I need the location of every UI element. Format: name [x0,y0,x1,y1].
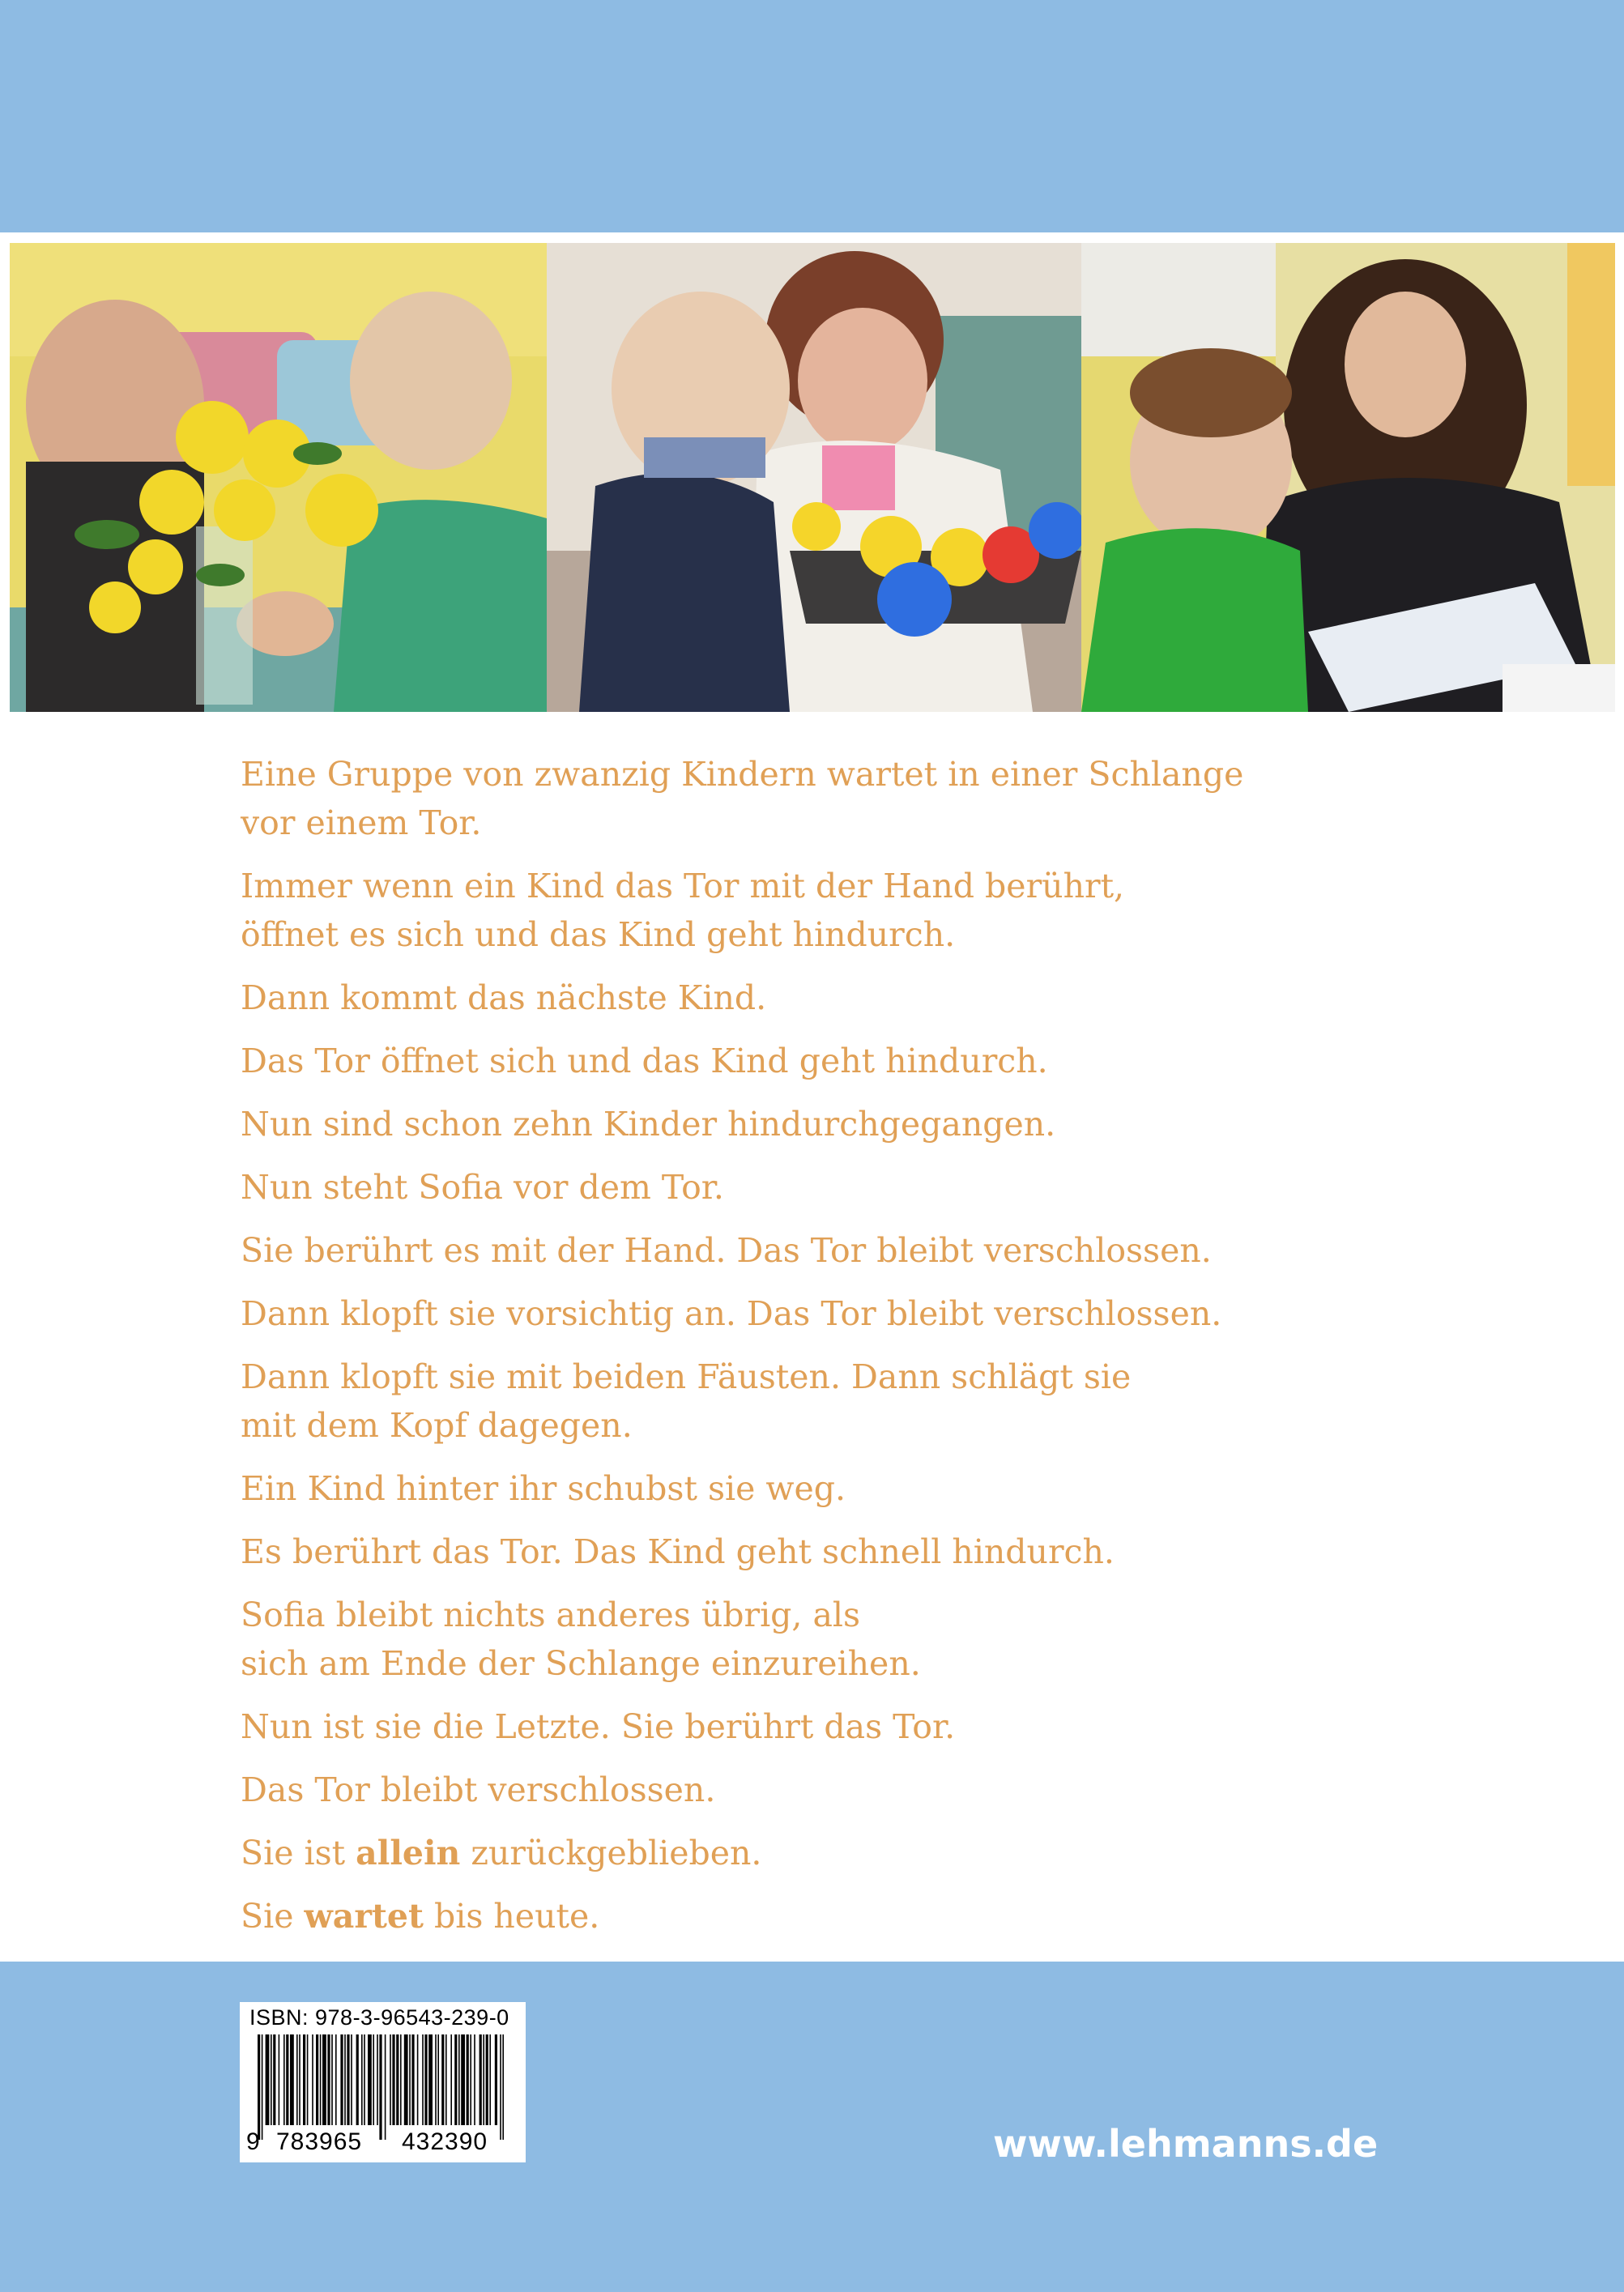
barcode-digits-left: 783965 [276,2128,363,2155]
barcode-bar [322,2034,326,2125]
barcode-bar [283,2034,285,2125]
barcode-bar [500,2034,501,2140]
barcode-bar [379,2034,381,2140]
barcode-bar [400,2034,402,2125]
photo-strip [10,243,1615,712]
story-paragraph: Das Tor bleibt verschlossen. [241,1770,716,1809]
barcode-bar [409,2034,411,2125]
barcode-bar [273,2034,275,2125]
story-paragraph: Es berührt das Tor. Das Kind geht schnell hindurch. [241,1532,1115,1571]
barcode-bar [320,2034,322,2125]
story-paragraph: Nun steht Sofia vor dem Tor. [241,1168,724,1207]
story-paragraph: Dann klopft sie vorsichtig an. Das Tor bleibt verschlossen. [241,1294,1222,1333]
barcode-bar [396,2034,399,2125]
barcode-bar [316,2034,318,2125]
story-paragraph: Eine Gruppe von zwanzig Kindern wartet in einer Schlange vor einem Tor. [241,755,1244,842]
barcode-bar [495,2034,497,2125]
barcode-bar [307,2034,309,2125]
barcode-bar [390,2034,391,2125]
barcode-bar [351,2034,352,2125]
photo-roses-woman-child [10,243,547,712]
story-paragraph: Dann kommt das nächste Kind. [241,978,767,1017]
barcode-bar [483,2034,484,2125]
isbn-label: ISBN: 978-3-96543-239-0 [249,2005,509,2030]
story-text [241,750,1537,1955]
barcode-bar [428,2034,433,2125]
barcode-bar [474,2034,475,2125]
barcode-bar [417,2034,419,2125]
website-url: www.lehmanns.de [993,2122,1379,2166]
barcode-bars [258,2034,509,2140]
barcode-bar [290,2034,294,2125]
barcode-bar [335,2034,337,2125]
barcode-bar [361,2034,363,2125]
story-paragraph: Immer wenn ein Kind das Tor mit der Hand berührt, öffnet es sich und das Kind geht hindurch. [241,867,1125,954]
barcode-bar [368,2034,372,2125]
story-paragraph-allein: Sie ist allein zurückgeblieben. [241,1834,762,1872]
barcode-bar [262,2034,263,2140]
barcode-bar [437,2034,439,2125]
story-paragraph-wartet: Sie wartet bis heute. [241,1897,600,1936]
barcode-bar [271,2034,272,2125]
barcode-bar [373,2034,374,2125]
story-paragraph: Das Tor öffnet sich und das Kind geht hindurch. [241,1042,1048,1080]
barcode-bar [327,2034,330,2125]
barcode-bar [299,2034,301,2125]
barcode-bar [450,2034,452,2125]
story-paragraph: Nun ist sie die Letzte. Sie berührt das Tor. [241,1707,956,1746]
photo-balls-woman-child [547,243,1081,712]
barcode-bar [279,2034,280,2125]
barcode-bar [286,2034,288,2125]
barcode-bar [392,2034,394,2125]
barcode-bar [385,2034,386,2140]
barcode-bar [458,2034,460,2125]
barcode-bar [356,2034,359,2125]
barcode-bar [502,2034,504,2140]
story-paragraph: Ein Kind hinter ihr schubst sie weg. [241,1469,846,1508]
barcode-bar [404,2034,408,2125]
barcode-bar [467,2034,469,2125]
barcode-bar [445,2034,447,2125]
barcode-bar [454,2034,457,2125]
isbn-barcode [240,2002,526,2162]
barcode-bar [489,2034,491,2125]
story-paragraph: Nun sind schon zehn Kinder hindurchgegangen. [241,1105,1056,1144]
barcode-bar [411,2034,414,2125]
barcode-bar [266,2034,270,2125]
barcode-digits-right: 432390 [402,2128,488,2155]
barcode-bar [344,2034,346,2125]
barcode-bar [303,2034,305,2125]
barcode-digit-first: 9 [246,2128,260,2155]
story-paragraph: Sofia bleibt nichts anderes übrig, als sich am Ende der Schlange einzureihen. [241,1595,921,1683]
photo-book-woman-child [1081,243,1615,712]
barcode-bar [258,2034,260,2140]
barcode-bar [296,2034,298,2125]
barcode-bar [331,2034,333,2125]
barcode-bar [364,2034,365,2125]
barcode-bar [480,2034,482,2125]
barcode-bar [461,2034,465,2125]
barcode-bar [347,2034,349,2125]
barcode-bar [422,2034,424,2125]
story-paragraph: Dann klopft sie mit beiden Fäusten. Dann schlägt sie mit dem Kopf dagegen. [241,1357,1132,1445]
story-paragraph: Sie berührt es mit der Hand. Das Tor bleibt verschlossen. [241,1231,1212,1270]
barcode-bar [435,2034,437,2125]
barcode-bar [486,2034,488,2125]
barcode-bar [312,2034,313,2125]
barcode-bar [377,2034,378,2125]
barcode-bar [340,2034,343,2125]
top-color-band [0,0,1624,232]
barcode-bar [470,2034,471,2125]
barcode-bar [441,2034,444,2125]
barcode-bar [424,2034,427,2125]
